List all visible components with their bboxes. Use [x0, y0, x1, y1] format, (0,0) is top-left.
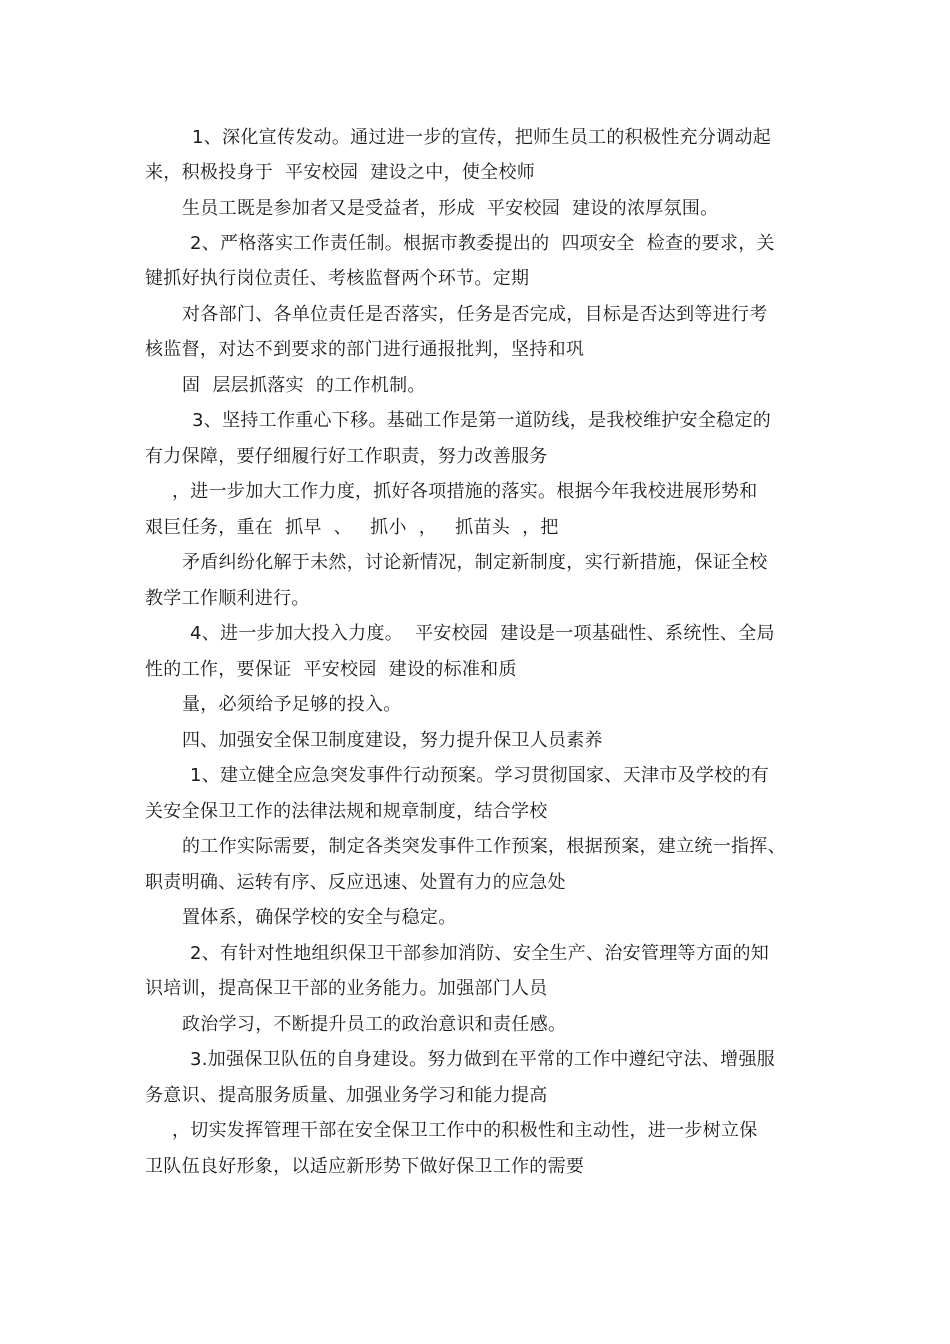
text-line: 艰巨任务，重在 抓早 、 抓小 ， 抓苗头 ，把 — [145, 517, 559, 538]
text-line: 1、建立健全应急突发事件行动预案。学习贯彻国家、天津市及学校的有 — [190, 765, 770, 786]
text-line: 3、坚持工作重心下移。基础工作是第一道防线，是我校维护安全稳定的 — [192, 410, 772, 431]
text-line: 生员工既是参加者又是受益者，形成 平安校园 建设的浓厚氛围。 — [182, 198, 719, 219]
text-line: 3.加强保卫队伍的自身建设。努力做到在平常的工作中遵纪守法、增强服 — [190, 1049, 776, 1070]
text-line: 固 层层抓落实 的工作机制。 — [182, 375, 426, 396]
text-line: 键抓好执行岗位责任、考核监督两个环节。定期 — [145, 268, 530, 289]
text-line: 职责明确、运转有序、反应迅速、处置有力的应急处 — [145, 872, 566, 893]
text-line: 政治学习，不断提升员工的政治意识和责任感。 — [182, 1014, 567, 1035]
text-line: 来，积极投身于 平安校园 建设之中，使全校师 — [145, 162, 536, 183]
text-line: 核监督，对达不到要求的部门进行通报批判，坚持和巩 — [145, 339, 585, 360]
text-line: 有力保障，要仔细履行好工作职责，努力改善服务 — [145, 446, 548, 467]
text-line: 矛盾纠纷化解于未然，讨论新情况，制定新制度，实行新措施，保证全校 — [182, 552, 768, 573]
text-line: 关安全保卫工作的法律法规和规章制度，结合学校 — [145, 801, 548, 822]
text-line: ，进一步加大工作力度，抓好各项措施的落实。根据今年我校进展形势和 — [172, 481, 758, 502]
text-line: 性的工作，要保证 平安校园 建设的标准和质 — [145, 659, 517, 680]
section-heading: 四、加强安全保卫制度建设，努力提升保卫人员素养 — [182, 730, 603, 751]
text-line: 1、深化宣传发动。通过进一步的宣传，把师生员工的积极性充分调动起 — [192, 127, 772, 148]
text-line: 卫队伍良好形象，以适应新形势下做好保卫工作的需要 — [145, 1156, 585, 1177]
text-line: 的工作实际需要，制定各类突发事件工作预案，根据预案，建立统一指挥、 — [182, 836, 786, 857]
text-line: 识培训，提高保卫干部的业务能力。加强部门人员 — [145, 978, 548, 999]
text-line: 2、有针对性地组织保卫干部参加消防、安全生产、治安管理等方面的知 — [190, 943, 770, 964]
text-line: 务意识、提高服务质量、加强业务学习和能力提高 — [145, 1085, 548, 1106]
text-line: ，切实发挥管理干部在安全保卫工作中的积极性和主动性，进一步树立保 — [172, 1120, 758, 1141]
text-line: 2、严格落实工作责任制。根据市教委提出的 四项安全 检查的要求，关 — [190, 233, 775, 254]
text-line: 置体系，确保学校的安全与稳定。 — [182, 907, 457, 928]
text-line: 对各部门、各单位责任是否落实，任务是否完成，目标是否达到等进行考 — [182, 304, 768, 325]
text-line: 教学工作顺利进行。 — [145, 588, 310, 609]
text-line: 4、进一步加大投入力度。 平安校园 建设是一项基础性、系统性、全局 — [190, 623, 775, 644]
text-line: 量，必须给予足够的投入。 — [182, 694, 402, 715]
